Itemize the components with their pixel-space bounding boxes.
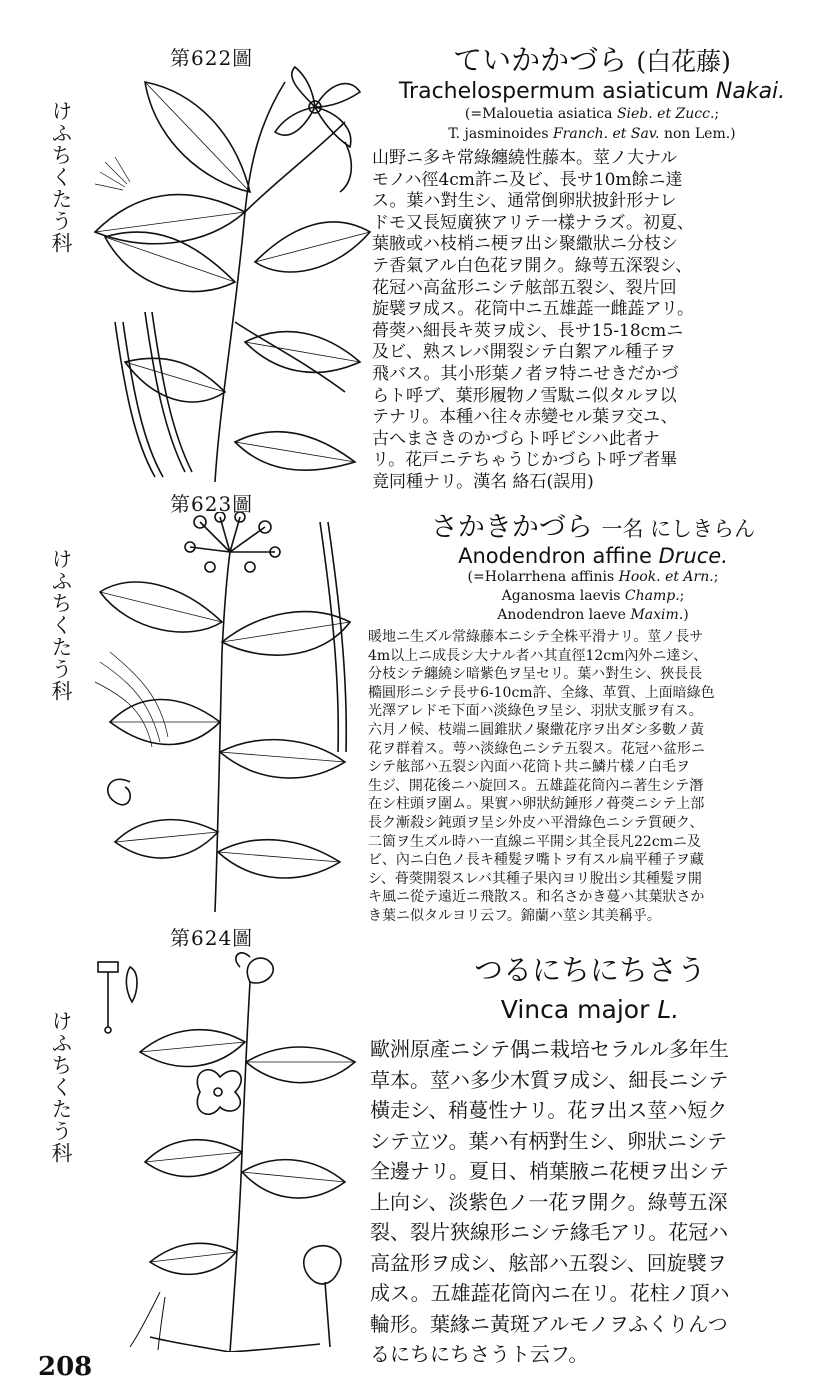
description-line: リ。花戸ニテちゃうじかづらト呼ブ者畢 <box>372 450 678 471</box>
latin-binomial: Vinca major <box>500 995 650 1024</box>
description-line: テ香氣アル白色花ヲ開ク。綠萼五深裂シ、 <box>372 255 693 276</box>
description-line: 花ヲ群着ス。萼ハ淡綠色ニシテ五裂ス。花冠ハ盆形ニ <box>368 740 705 757</box>
description-line: ドモ又長短廣狹アリテ一樣ナラズ。初夏、 <box>372 212 694 233</box>
description-line: 暖地ニ生ズル常綠藤本ニシテ全株平滑ナリ。莖ノ長サ <box>368 629 704 645</box>
entry-622 <box>372 38 812 494</box>
description-line: 旋襞ヲ成ス。花筒中ニ五雄蕋一雌蕋アリ。 <box>372 299 694 320</box>
entry-624 <box>370 948 810 1370</box>
species-title <box>368 505 818 544</box>
page-number: 208 <box>38 1352 93 1382</box>
species-title <box>372 38 812 79</box>
synonym-line: (=Malouetia asiatica Sieb. et Zucc.; <box>464 106 720 122</box>
description-line: るにちにちさうト云フ。 <box>370 1342 589 1366</box>
description-line: らト呼ブ、葉形履物ノ雪駄ニ似タルヲ以 <box>372 385 677 406</box>
description-line: 二箇ヲ生ズル時ハ一直線ニ平開シ其全長凡22cmニ及 <box>368 833 701 850</box>
description-line: シテ舷部ハ五裂シ內面ハ花筒ト共ニ鱗片樣ノ白毛ヲ <box>368 759 690 776</box>
description-line: 葉腋或ハ枝梢ニ梗ヲ出シ聚繖狀ニ分枝シ <box>372 234 678 255</box>
synonym-line: Aganosma laevis Champ.; <box>501 588 685 604</box>
description-line: 花冠ハ高盆形ニシテ舷部五裂シ、裂片回 <box>372 277 677 298</box>
japanese-name: さかきかづら <box>430 512 593 543</box>
illustration-trachelospermum <box>85 62 375 482</box>
description-line: 全邊ナリ。夏日、梢葉腋ニ花梗ヲ出シテ <box>370 1159 729 1183</box>
description-line: モノハ徑4cm許ニ及ビ、長サ10m餘ニ達 <box>372 169 683 190</box>
synonym-line: (=Holarrhena affinis Hook. et Arn.; <box>467 569 719 585</box>
description-line: 歐洲原產ニシテ偶ニ栽培セラルル多年生 <box>370 1037 729 1061</box>
figure-label-624: 第624圖 <box>170 926 254 950</box>
latin-binomial: Anodendron affine <box>458 544 652 568</box>
latin-name <box>372 79 812 104</box>
family-label-623: けふちくたう科 <box>49 548 73 702</box>
description-line: 山野ニ多キ常綠纏繞性藤本。莖ノ大ナル <box>372 148 678 168</box>
description-line: 成ス。五雄蕋花筒內ニ在リ。花柱ノ頂ハ <box>370 1281 730 1305</box>
description-line: 六月ノ候、枝端ニ圓錐狀ノ聚繖花序ヲ出ダシ多數ノ黃 <box>368 721 704 738</box>
species-title <box>370 948 810 989</box>
description-line: 輪形。葉緣ニ黃斑アルモノヲふくりんつ <box>370 1311 728 1336</box>
illustration-vinca <box>90 952 380 1352</box>
description-line: 長ク漸殺シ鈍頭ヲ呈シ外皮ハ平滑綠色ニシテ質硬ク、 <box>368 814 704 831</box>
alternate-name: (白花藤) <box>636 47 731 76</box>
figure-label-622: 第622圖 <box>170 46 254 70</box>
description-line: き葉ニ似タルヨリ云フ。錦蘭ハ莖シ其美稱乎。 <box>368 907 661 924</box>
description-line: キ風ニ從テ遠近ニ飛散ス。和名さかき蔓ハ其葉狀さか <box>368 889 705 906</box>
latin-name <box>368 544 818 568</box>
latin-author: L. <box>657 995 680 1024</box>
description-line: シテ立ツ。葉ハ有柄對生シ、卵狀ニシテ <box>370 1128 727 1153</box>
description-line: 橫走シ、稍蔓性ナリ。花ヲ出ス莖ハ短ク <box>370 1098 728 1122</box>
latin-author: Druce. <box>658 544 728 568</box>
alternate-name: 一名 にしきらん <box>601 517 756 541</box>
synonym-line: T. jasminoides Franch. et Sav. non Lem.) <box>448 126 736 142</box>
description-line: 草本。莖ハ多少木質ヲ成シ、細長ニシテ <box>370 1067 729 1092</box>
description <box>372 148 812 494</box>
figure-label-623: 第623圖 <box>170 492 254 516</box>
family-label-624: けふちくたう科 <box>49 1010 73 1164</box>
description-line: 生ジ、開花後ニハ旋回ス。五雄蕋花筒內ニ著生シテ潛 <box>368 777 704 794</box>
description-line: 上向シ、淡紫色ノ一花ヲ開ク。綠萼五深 <box>370 1189 728 1214</box>
description-line: 在シ柱頭ヲ圍ム。果實ハ卵狀紡錘形ノ蓇葖ニシテ上部 <box>368 796 705 813</box>
description <box>368 628 818 926</box>
description-line: 橢圓形ニシテ長サ6-10cm許、全緣、革質、上面暗綠色 <box>368 684 715 701</box>
description-line: 及ビ、熟スレバ開裂シテ白絮アル種子ヲ <box>372 342 676 363</box>
description-line: 蓇葖ハ細長キ莢ヲ成シ、長サ15-18cmニ <box>372 320 684 341</box>
description-line: 飛バス。其小形葉ノ者ヲ特ニせきだかづ <box>372 363 679 384</box>
synonym-line: Anodendron laeve Maxim.) <box>497 607 689 623</box>
description-line: 高盆形ヲ成シ、舷部ハ五裂シ、回旋襞ヲ <box>370 1250 727 1275</box>
entry-623 <box>368 505 818 926</box>
description-line: ス。葉ハ對生シ、通常倒卵狀披針形ナレ <box>372 191 677 212</box>
description-line: シ、蓇葖開裂スレバ其種子果內ヨリ脫出シ其種髮ヲ開 <box>368 870 702 887</box>
illustration-anodendron <box>90 512 370 912</box>
description-line: ビ、內ニ白色ノ長キ種髮ヲ嘴トヲ有スル扁平種子ヲ藏 <box>368 852 704 869</box>
description-line: 分枝シテ纏繞シ暗紫色ヲ呈セリ。葉ハ對生シ、狹長長 <box>368 666 703 683</box>
family-label-622: けふちくたう科 <box>49 100 73 254</box>
japanese-name: ていかかづら <box>453 43 628 77</box>
description-line: 光澤アレドモ下面ハ淡綠色ヲ呈シ、羽狀支脈ヲ有ス。 <box>368 703 703 720</box>
japanese-name: つるにちにちさう <box>473 953 706 987</box>
description-line: 竟同種ナリ。漢名 絡石(誤用) <box>372 471 594 492</box>
description-line: テナリ。本種ハ往々赤變セル葉ヲ交ユ、 <box>372 407 678 428</box>
latin-binomial: Trachelospermum asiaticum <box>398 79 709 104</box>
description-line: 裂、裂片狹線形ニシテ緣毛アリ。花冠ハ <box>370 1220 729 1244</box>
latin-name <box>370 995 810 1024</box>
latin-author: Nakai. <box>715 79 786 104</box>
description <box>370 1034 810 1370</box>
description-line: 古へまさきのかづらト呼ビシハ此者ナ <box>372 428 660 449</box>
description-line: 4m以上ニ成長シ大ナル者ハ其直徑12cm內外ニ達シ、 <box>368 647 708 664</box>
